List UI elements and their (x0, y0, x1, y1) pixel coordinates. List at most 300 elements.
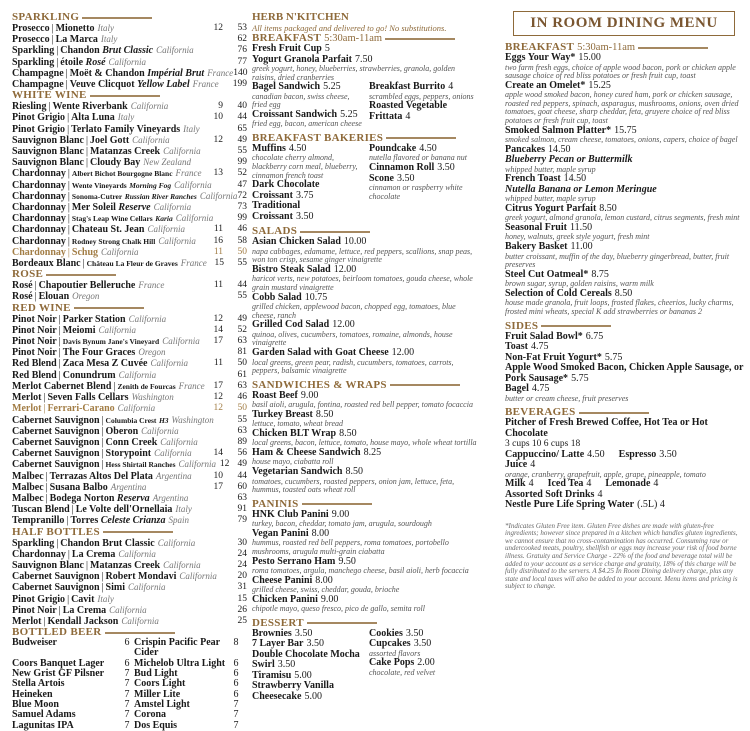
wine-row (12, 124, 247, 135)
bottle-price: 81 (223, 347, 247, 358)
wine-region: California (163, 146, 201, 156)
glass-price (205, 146, 223, 157)
glass-price: 16 (205, 236, 223, 247)
section-title: WHITE WINE (12, 90, 87, 101)
wine-row (12, 247, 247, 258)
menu-item (505, 384, 745, 403)
item-name: Scone (369, 173, 394, 184)
wine-type: Prosecco (12, 23, 50, 34)
wine-region: California (99, 325, 137, 335)
wine-row (12, 605, 247, 616)
wine-type: Champagne (12, 79, 64, 90)
item-name: Seasonal Fruit (505, 222, 567, 233)
menu-item (505, 289, 745, 317)
menu-item (369, 101, 480, 122)
glass-price: 14 (205, 448, 223, 459)
item-price: 5.00 (304, 691, 322, 702)
bottle-price: 63 (223, 426, 247, 437)
bottle-price: 55 (223, 146, 247, 157)
wine-type: Red Blend (12, 358, 57, 369)
wine-type: Merlot (12, 392, 41, 403)
separator: | (52, 23, 54, 34)
menu-item (252, 348, 480, 376)
bottle-price: 63 (223, 336, 247, 347)
bottle-price: 73 (223, 202, 247, 213)
item-price: 4 (597, 489, 602, 500)
wine-beer-column (12, 12, 247, 731)
section-heading (12, 527, 247, 538)
separator: | (102, 426, 104, 437)
wine-region: Argentina (153, 493, 189, 503)
beer-name: Lagunitas IPA (12, 721, 120, 731)
menu-item (505, 174, 745, 204)
item-description: tomatoes, cucumbers, roasted peppers, onion jam, lettuce, feta, hummus, toasted oats wheat roll (252, 478, 480, 495)
wine-name (12, 101, 205, 112)
item-name: Grilled Cod Salad (252, 319, 329, 330)
glass-price (205, 538, 223, 549)
wine-region: California (176, 213, 214, 223)
two-column-items (252, 629, 480, 703)
wine-type: Pinot Noir (12, 314, 57, 325)
menu-item (252, 681, 363, 702)
wine-type: Chardonnay (12, 191, 66, 202)
bottle-price: 15 (223, 594, 247, 605)
separator: | (43, 403, 45, 414)
wine-region: Oregon (138, 347, 165, 357)
item-price: 10.75 (305, 292, 328, 303)
glass-price: 12 (216, 459, 229, 470)
wine-cuvee: Celeste Crianza (101, 515, 166, 526)
bottle-price: 63 (223, 493, 247, 504)
spacer (505, 511, 745, 515)
item-description: house mayo, ciabatta roll (252, 458, 480, 467)
wine-producer: Le Volte dell'Ornellaia (76, 504, 173, 515)
wine-row (12, 403, 247, 414)
separator: | (67, 112, 69, 123)
wine-producer: Chapoutier Belleruche (39, 280, 136, 291)
item-description: house made granola, fruit loops, frosted flakes, cheerios, lucky charms, frosted mini wheats, special K add strawberries or bananas 2 (505, 299, 745, 316)
section-title: BEVERAGES (505, 407, 576, 418)
separator: | (72, 504, 74, 515)
item-description: haricot verts, new potatoes, beirloom tomatoes, gouda cheese, whole grain mustard vinaigrette (252, 275, 480, 292)
item-price: 5.00 (294, 670, 312, 681)
wine-producer: Terrazas Altos Del Plata (50, 471, 153, 482)
item-price: 8.00 (312, 528, 330, 539)
separator: | (43, 616, 45, 627)
wine-row (12, 459, 247, 470)
separator: | (68, 224, 70, 235)
wine-producer: Joel Gott (90, 135, 129, 146)
item-name: Non-Fat Fruit Yogurt* (505, 352, 602, 363)
separator: | (102, 582, 104, 593)
item-price: 3.50 (278, 659, 296, 670)
item-price: 4.50 (587, 449, 605, 460)
wine-type: Chardonnay (12, 180, 66, 191)
menu-item (505, 500, 745, 511)
bottle-price: 140 (233, 68, 247, 79)
wine-type: Pinot Noir (12, 325, 57, 336)
wine-row (12, 180, 247, 191)
glass-price (205, 515, 223, 526)
beer-price: 7 (120, 721, 134, 731)
glass-price: 17 (205, 336, 223, 347)
wine-type: Pinot Grigio (12, 124, 65, 135)
bottle-price: 49 (229, 459, 247, 470)
item-name: Traditional Croissant (252, 200, 300, 222)
menu-item (505, 363, 745, 384)
wine-row (12, 392, 247, 403)
item-variant: Blueberry Pecan or Buttermilk (505, 155, 745, 166)
wine-producer: Bodega Norton (50, 493, 115, 504)
glass-price: 13 (205, 168, 223, 179)
menu-item (505, 450, 745, 461)
wine-type: Cabernet Sauvignon (12, 426, 100, 437)
wine-producer: Cloudy Bay (90, 157, 140, 168)
wine-cuvee: Reserve (118, 202, 150, 213)
glass-price: 11 (205, 280, 223, 291)
item-description: roma tomatoes, argula, manchego cheese, basil aioli, herb focaccia (252, 567, 480, 576)
item-price: 9.00 (301, 390, 319, 401)
item-price: 15.00 (578, 52, 601, 63)
item-description: napa cabbages, edamame, lettuce, red peppers, scallions, snap peas, won ton crisp, sesame ginger vinaigrette (252, 248, 480, 265)
wine-producer: Chateau St. Jean (72, 224, 145, 235)
separator: | (83, 258, 85, 269)
menu-item (252, 557, 480, 576)
menu-item (505, 204, 745, 223)
wine-name (12, 280, 205, 291)
item-price: 8.25 (364, 447, 382, 458)
wine-type: Cabernet Sauvignon (12, 448, 100, 459)
item-name: Cappuccino/ Latte (505, 449, 584, 460)
menu-item (252, 391, 480, 410)
wine-producer: Ferrari-Carano (47, 403, 114, 414)
wine-name (12, 515, 205, 526)
separator: | (46, 482, 48, 493)
glass-price: 11 (205, 358, 223, 369)
item-name: Fresh Fruit Cup (252, 43, 322, 54)
wine-row (12, 426, 247, 437)
wine-cuvee: Impérial Brut (147, 68, 204, 79)
bottle-price: 49 (223, 135, 247, 146)
wine-row (12, 381, 247, 392)
glass-price (205, 616, 223, 627)
section-title: SPARKLING (12, 12, 79, 23)
beer-price: 7 (120, 710, 134, 720)
item-price: 10.00 (344, 236, 367, 247)
spacer (252, 702, 480, 706)
separator: | (66, 79, 68, 90)
separator: | (59, 358, 61, 369)
glass-price: 15 (207, 258, 224, 269)
wine-row (12, 415, 247, 426)
wine-row (12, 191, 247, 202)
wine-row (12, 538, 247, 549)
wine-name (12, 180, 212, 191)
beer-price: 6 (120, 659, 134, 669)
wine-type: Merlot Cabernet Blend (12, 381, 111, 392)
item-description: chocolate cherry almond, blackberry corn meal, blueberry, cinnamon french toast (252, 154, 363, 180)
wine-type: Merlot (12, 616, 41, 627)
items-right (369, 629, 480, 703)
bottle-price: 76 (223, 45, 247, 56)
item-name: Cobb Salad (252, 292, 302, 303)
separator: | (59, 325, 61, 336)
item-description: local greens, bacon, lettuce, tomato, house mayo, whole wheat tortilla (252, 439, 480, 448)
wine-name (12, 448, 205, 459)
section-title: BREAKFAST BAKERIES (252, 133, 383, 144)
item-description: scrambled eggs, peppers, onions (369, 93, 480, 102)
glass-price (205, 493, 223, 504)
item-description: nutella flavored or banana nut (369, 154, 480, 163)
bottle-price: 99 (228, 213, 247, 224)
item-description: butter or cream cheese, fruit preserves (505, 395, 745, 404)
wine-row (12, 258, 247, 269)
wine-name (12, 403, 205, 414)
item-description: hummus, roasted red bell peppers, roma tomatoes, portobello mushrooms, arugula multi-grain ciabatta (252, 539, 480, 556)
item-name: Asian Chicken Salad (252, 236, 341, 247)
wine-row (12, 370, 247, 381)
section-title: PANINIS (252, 499, 299, 510)
item-price: 3.50 (306, 638, 324, 649)
glass-price (205, 291, 223, 302)
separator: | (86, 157, 88, 168)
wine-region: California (131, 101, 169, 111)
item-name: Juice (505, 459, 527, 470)
wine-producer: Robert Mondavi (106, 571, 177, 582)
separator: | (59, 314, 61, 325)
glass-price (205, 34, 223, 45)
wine-row (12, 549, 247, 560)
item-price: 5 (325, 43, 330, 54)
item-name: Bagel (505, 383, 529, 394)
beer-name: Dos Equis (134, 721, 229, 731)
section-divider (46, 274, 116, 276)
menu-item (505, 460, 745, 479)
wine-type: Chardonnay (12, 247, 66, 258)
herb-n-kitchen-column (252, 12, 480, 706)
wine-type: Tempranillo (12, 515, 64, 526)
item-name: Double Chocolate Mocha Swirl (252, 649, 360, 671)
glass-price (205, 124, 223, 135)
item-description: turkey, bacon, cheddar, tomato jam, arugula, sourdough (252, 520, 480, 529)
wine-name (12, 415, 214, 426)
glass-price: 12 (205, 403, 223, 414)
section-divider (386, 137, 456, 139)
item-name: Chicken Panini (252, 594, 318, 605)
item-price: 9.50 (338, 556, 356, 567)
wine-producer: La Crema (63, 605, 106, 616)
section-divider (82, 17, 152, 19)
wine-name (12, 325, 205, 336)
separator: | (56, 57, 58, 68)
wine-name (12, 594, 205, 605)
bottle-price: 47 (227, 180, 247, 191)
separator: | (113, 381, 115, 392)
wine-name (12, 213, 213, 224)
wine-type: Sauvignon Blanc (12, 157, 84, 168)
wine-producer: Mer Soleil (72, 202, 116, 213)
bottle-price: 44 (223, 471, 247, 482)
beer-price: 7 (120, 669, 134, 679)
glass-price: 12 (205, 135, 223, 146)
item-name: Croissant Sandwich (252, 109, 337, 120)
wine-producer: Conundrum (63, 370, 116, 381)
wine-region: California (119, 370, 157, 380)
wine-row (12, 213, 247, 224)
separator: | (46, 471, 48, 482)
wine-producer: La Marca (56, 34, 98, 45)
item-price: 3.50 (296, 211, 314, 222)
wine-region: Italy (97, 23, 114, 33)
wine-row (12, 336, 247, 347)
wine-type: Red Blend (12, 370, 57, 381)
glass-price (214, 415, 228, 426)
menu-item (252, 82, 363, 110)
item-price: 8.75 (591, 269, 609, 280)
separator: | (86, 135, 88, 146)
item-price: 4 (586, 478, 591, 489)
menu-item (252, 55, 480, 83)
in-room-dining-column (505, 10, 745, 591)
section-heading (12, 12, 247, 23)
wine-name (12, 370, 205, 381)
separator: | (56, 538, 58, 549)
wine-region: Italy (97, 594, 114, 604)
wine-region: Washington (132, 392, 174, 402)
item-price: 2.00 (417, 657, 435, 668)
section-title: HALF BOTTLES (12, 527, 100, 538)
item-name: Citrus Yogurt Parfait (505, 203, 596, 214)
item-price: 8.50 (615, 288, 633, 299)
section-divider (90, 95, 160, 97)
item-price: 9.00 (332, 509, 350, 520)
item-name: Create an Omelet* (505, 80, 585, 91)
wine-name (12, 471, 205, 482)
items-left (252, 82, 363, 129)
item-price: 8.50 (599, 203, 617, 214)
wine-region: France (181, 258, 207, 268)
item-price: 11.00 (571, 241, 593, 252)
wine-producer: Stag's Leap Wine Cellars (72, 214, 153, 223)
wine-producer: Albert Bichot Bourgogne Blanc (72, 169, 173, 178)
wine-row (12, 291, 247, 302)
separator: | (102, 448, 104, 459)
item-price: 5.75 (571, 373, 589, 384)
bottle-price: 26 (223, 605, 247, 616)
bottle-price: 50 (223, 403, 247, 414)
wine-producer: Susana Balbo (50, 482, 108, 493)
bottle-price: 58 (223, 236, 247, 247)
menu-item (505, 223, 745, 242)
item-price: 4 (653, 478, 658, 489)
item-description: greek yogurt, honey, blueberries, strawberries, granola, golden raisins, dried cranberries (252, 65, 480, 82)
bottle-price: 24 (223, 549, 247, 560)
wine-name (12, 135, 205, 146)
section-heading (12, 90, 247, 101)
wine-name (12, 45, 205, 56)
item-description: butter croissant, muffin of the day, blueberry gingerbread, butter, fruit preserves (505, 253, 745, 270)
wine-row (12, 325, 247, 336)
wine-region: France (207, 68, 233, 78)
menu-item (505, 270, 745, 289)
beer-price: 6 (229, 679, 243, 689)
wine-producer: The Four Graces (63, 347, 136, 358)
menu-item (252, 410, 480, 429)
menu-item (252, 237, 480, 265)
item-name: Pesto Serrano Ham (252, 556, 335, 567)
wine-producer: Sonoma-Cutrer (72, 192, 122, 201)
wine-row (12, 135, 247, 146)
separator: | (43, 392, 45, 403)
glass-price (219, 79, 231, 90)
separator: | (68, 191, 70, 202)
item-name: HNK Club Panini (252, 509, 329, 520)
separator: | (48, 101, 50, 112)
item-description: apple wood smoked bacon, honey cured ham, pork or chicken sausage, roasted red peppers, spinach, asparagus, mushrooms, onions, oven dried tomatoes, goat cheese, sharp cheddar, feta, gruyere choice of red bliss potatoes or fresh fruit cup, toast (505, 91, 745, 125)
bottle-price: 199 (231, 79, 247, 90)
items-right (369, 82, 480, 129)
wine-region: France (176, 168, 202, 178)
beer-price: 6 (229, 659, 243, 669)
wine-type: Chardonnay (12, 549, 66, 560)
wine-region: California (179, 571, 217, 581)
wine-type: Cabernet Sauvignon (12, 582, 100, 593)
wine-row (12, 594, 247, 605)
wine-producer: Schug (72, 247, 98, 258)
item-detail: 3 cups 10 6 cups 18 (505, 439, 745, 450)
wine-region: Italy (183, 124, 200, 134)
item-name: Nestle Pure Life Spring Water (505, 499, 634, 510)
item-name: Steel Cut Oatmeal* (505, 269, 588, 280)
glass-price (205, 594, 223, 605)
wine-region: California (118, 549, 156, 559)
bottle-price: 53 (223, 23, 247, 34)
item-name: Lemonade (605, 478, 650, 489)
wine-producer: La Crema (72, 549, 115, 560)
wine-region: California (174, 180, 212, 190)
menu-item (505, 126, 745, 145)
wine-type: Chardonnay (12, 236, 66, 247)
beer-name: Amstel Light (134, 700, 229, 710)
wine-region: Washington (172, 415, 214, 425)
bottle-price: 52 (223, 168, 247, 179)
wine-region: California (179, 459, 217, 469)
item-name: Selection of Cold Cereals (505, 288, 612, 299)
separator: | (68, 247, 70, 258)
menu-item (252, 144, 363, 180)
wine-type: Pinot Noir (12, 605, 57, 616)
separator: | (102, 415, 104, 426)
glass-price (205, 202, 223, 213)
wine-region: Argentina (111, 482, 147, 492)
item-description: basil aioli, arugula, fontina, roasted red bell pepper, tomato focaccia (252, 401, 480, 410)
item-description: whipped butter, maple syrup (505, 195, 745, 204)
separator: | (59, 336, 61, 347)
wine-row (12, 347, 247, 358)
bottle-price: 24 (223, 560, 247, 571)
wine-producer: Simi (106, 582, 125, 593)
herb-title: HERB N'KITCHEN (252, 12, 480, 23)
wine-region: Italy (118, 112, 135, 122)
wine-name (12, 549, 205, 560)
beer-name: Crispin Pacific Pear Cider (134, 638, 229, 659)
item-description: cinnamon or raspberry white chocolate (369, 184, 480, 201)
wine-producer: Columbia Crest (106, 416, 157, 425)
separator: | (67, 124, 69, 135)
section-heading (12, 303, 247, 314)
glass-price (213, 213, 227, 224)
wine-name (12, 459, 216, 470)
